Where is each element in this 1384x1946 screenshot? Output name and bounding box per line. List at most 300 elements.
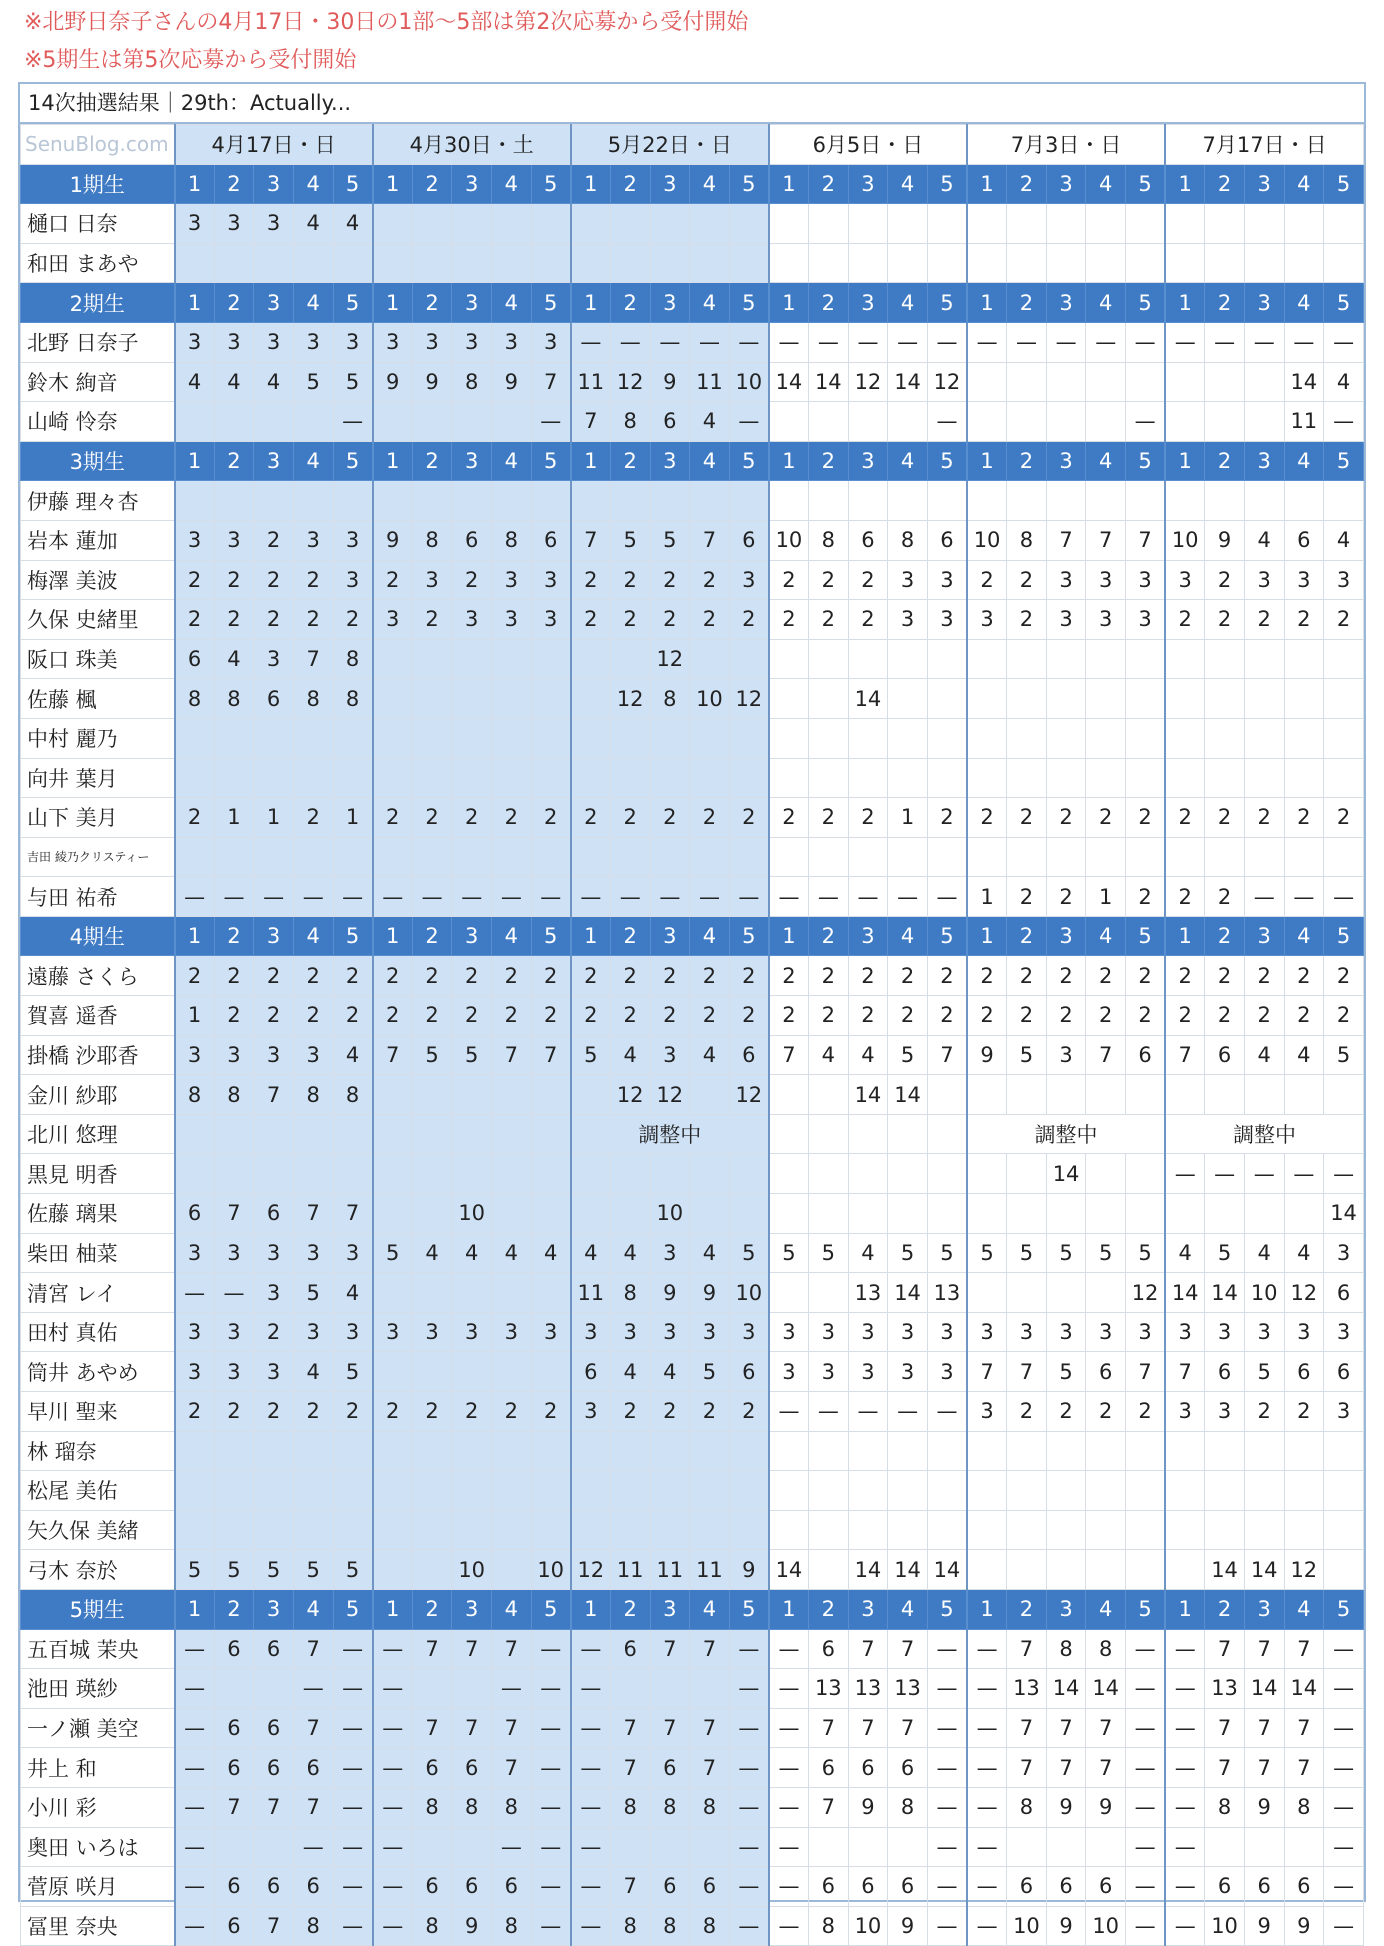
result-cell (769, 1431, 809, 1471)
result-cell (1086, 718, 1126, 758)
result-cell (214, 758, 254, 798)
result-cell: 3 (1324, 1233, 1364, 1273)
result-cell (1086, 639, 1126, 679)
result-cell (412, 402, 452, 442)
result-cell: 1 (967, 877, 1007, 917)
result-cell (412, 1154, 452, 1194)
result-cell (690, 1194, 730, 1234)
result-cell (412, 481, 452, 521)
result-cell (927, 758, 967, 798)
result-cell (809, 837, 849, 877)
result-cell: 2 (1324, 956, 1364, 996)
date-header: 7月3日・日 (967, 125, 1165, 165)
result-cell: 4 (690, 402, 730, 442)
result-cell (1165, 1550, 1205, 1590)
result-cell: 8 (1046, 1629, 1086, 1669)
member-name: 賀喜 遥香 (21, 996, 175, 1036)
result-cell: — (175, 1708, 215, 1748)
result-cell: 5 (888, 1035, 928, 1075)
result-cell (373, 481, 413, 521)
result-cell (729, 718, 769, 758)
part-number: 5 (531, 1589, 571, 1629)
result-cell (1165, 1510, 1205, 1550)
part-number: 2 (809, 283, 849, 323)
part-number: 4 (1086, 1589, 1126, 1629)
result-cell: 5 (610, 520, 650, 560)
result-cell: 8 (690, 1787, 730, 1827)
result-cell: 2 (690, 956, 730, 996)
result-cell: — (293, 1827, 333, 1867)
result-cell: 6 (848, 520, 888, 560)
result-cell (690, 1431, 730, 1471)
result-cell: — (769, 1787, 809, 1827)
result-cell: 5 (650, 520, 690, 560)
result-cell (809, 1471, 849, 1511)
result-cell: 2 (690, 798, 730, 838)
result-cell: 3 (1244, 1312, 1284, 1352)
result-cell: 2 (452, 798, 492, 838)
result-cell: — (1324, 1787, 1364, 1827)
result-cell (254, 758, 294, 798)
part-number: 3 (452, 441, 492, 481)
result-cell: 3 (1324, 1392, 1364, 1432)
result-cell: 14 (1086, 1669, 1126, 1709)
result-cell: 4 (293, 204, 333, 244)
result-cell (1284, 1431, 1324, 1471)
member-name: 清宮 レイ (21, 1273, 175, 1313)
result-cell (571, 718, 611, 758)
result-cell: 2 (729, 1392, 769, 1432)
result-cell: — (1284, 877, 1324, 917)
result-cell (492, 1114, 532, 1154)
result-cell: 7 (452, 1629, 492, 1669)
part-number: 1 (967, 916, 1007, 956)
part-number: 5 (1126, 283, 1166, 323)
result-cell: 9 (1046, 1787, 1086, 1827)
result-cell (412, 1510, 452, 1550)
part-number: 2 (214, 916, 254, 956)
result-cell (1205, 837, 1245, 877)
result-cell (888, 1154, 928, 1194)
result-cell: 2 (293, 560, 333, 600)
result-cell: 3 (650, 1035, 690, 1075)
result-cell: 2 (650, 560, 690, 600)
result-cell: 2 (1046, 956, 1086, 996)
part-number: 5 (927, 441, 967, 481)
result-cell (650, 758, 690, 798)
part-number: 3 (1244, 916, 1284, 956)
result-cell: 3 (333, 322, 373, 362)
member-row (21, 1154, 1364, 1194)
part-number: 4 (690, 164, 730, 204)
result-cell: 3 (1046, 1312, 1086, 1352)
result-cell (610, 837, 650, 877)
result-cell: — (1126, 1629, 1166, 1669)
result-cell: 7 (610, 1867, 650, 1907)
result-cell: — (729, 1708, 769, 1748)
result-cell: — (333, 1669, 373, 1709)
result-cell: — (848, 877, 888, 917)
results-grid (20, 124, 1364, 1946)
part-number: 2 (412, 1589, 452, 1629)
member-name: 金川 紗耶 (21, 1075, 175, 1115)
result-cell (1284, 1510, 1324, 1550)
result-cell: 3 (373, 1312, 413, 1352)
part-number: 1 (175, 916, 215, 956)
part-number: 4 (1086, 441, 1126, 481)
result-cell (1205, 204, 1245, 244)
result-cell: 7 (610, 1708, 650, 1748)
result-cell (1244, 402, 1284, 442)
result-cell (531, 1352, 571, 1392)
result-cell: 3 (254, 204, 294, 244)
result-cell: — (729, 322, 769, 362)
result-cell: 5 (1126, 1233, 1166, 1273)
result-cell: 3 (293, 1312, 333, 1352)
result-cell: 9 (650, 1273, 690, 1313)
result-cell: 3 (373, 600, 413, 640)
result-cell (1205, 1194, 1245, 1234)
result-cell: 14 (848, 679, 888, 719)
result-cell: 7 (769, 1035, 809, 1075)
result-cell: 12 (650, 639, 690, 679)
result-cell (452, 1431, 492, 1471)
result-cell: 7 (1284, 1629, 1324, 1669)
result-cell: 9 (848, 1787, 888, 1827)
result-cell (1165, 481, 1205, 521)
result-cell: 14 (1244, 1550, 1284, 1590)
part-number: 4 (690, 283, 730, 323)
result-cell: 2 (214, 956, 254, 996)
result-cell (888, 402, 928, 442)
result-cell: 4 (848, 1233, 888, 1273)
result-cell (769, 204, 809, 244)
result-cell (571, 1194, 611, 1234)
result-cell (571, 1075, 611, 1115)
result-cell (848, 481, 888, 521)
result-cell: 7 (1046, 1708, 1086, 1748)
result-cell (373, 1114, 413, 1154)
result-cell: 6 (254, 1748, 294, 1788)
result-cell (492, 1431, 532, 1471)
adjusting-cell: 調整中 (967, 1114, 1165, 1154)
result-cell: 2 (1126, 996, 1166, 1036)
result-cell: — (690, 877, 730, 917)
result-cell (1046, 1471, 1086, 1511)
result-cell: 2 (1165, 798, 1205, 838)
result-cell (1284, 1194, 1324, 1234)
result-cell: 2 (848, 560, 888, 600)
result-cell: 2 (1165, 877, 1205, 917)
result-cell: 7 (1284, 1708, 1324, 1748)
result-cell (412, 758, 452, 798)
result-cell: 3 (175, 1352, 215, 1392)
result-cell (571, 1154, 611, 1194)
result-cell: 7 (571, 402, 611, 442)
result-cell: 3 (492, 322, 532, 362)
result-cell (214, 402, 254, 442)
result-cell (1086, 1273, 1126, 1313)
part-number: 1 (571, 283, 611, 323)
result-cell (769, 1075, 809, 1115)
result-cell: — (373, 1787, 413, 1827)
part-number: 3 (650, 441, 690, 481)
result-cell: 7 (809, 1708, 849, 1748)
result-cell (927, 718, 967, 758)
result-cell: 2 (650, 600, 690, 640)
part-number: 4 (888, 283, 928, 323)
result-cell (1007, 718, 1047, 758)
member-name: 向井 葉月 (21, 758, 175, 798)
result-cell: 10 (1007, 1906, 1047, 1946)
result-cell: 3 (214, 204, 254, 244)
result-cell (967, 679, 1007, 719)
result-cell: 2 (927, 956, 967, 996)
result-cell: 5 (254, 1550, 294, 1590)
part-number: 5 (1126, 164, 1166, 204)
result-cell (452, 837, 492, 877)
result-cell (333, 837, 373, 877)
result-cell (254, 1154, 294, 1194)
result-cell: 2 (571, 996, 611, 1036)
result-cell: — (1324, 1867, 1364, 1907)
result-cell: 9 (888, 1906, 928, 1946)
result-cell: — (175, 1669, 215, 1709)
result-cell (888, 481, 928, 521)
result-cell (531, 718, 571, 758)
result-cell: 4 (809, 1035, 849, 1075)
result-cell: — (809, 877, 849, 917)
part-number: 2 (412, 164, 452, 204)
lottery-results-table (18, 82, 1366, 1940)
result-cell: — (175, 1273, 215, 1313)
result-cell: 2 (610, 798, 650, 838)
result-cell: 8 (333, 1075, 373, 1115)
result-cell: 4 (1284, 1233, 1324, 1273)
result-cell: 2 (1244, 600, 1284, 640)
result-cell: 12 (927, 362, 967, 402)
result-cell (1046, 243, 1086, 283)
result-cell: 14 (1205, 1550, 1245, 1590)
result-cell: 2 (1244, 956, 1284, 996)
result-cell (1007, 243, 1047, 283)
generation-header-row (21, 916, 1364, 956)
result-cell: 2 (293, 956, 333, 996)
part-number: 5 (333, 283, 373, 323)
result-cell: 6 (1324, 1352, 1364, 1392)
result-cell (610, 481, 650, 521)
part-number: 4 (888, 164, 928, 204)
result-cell (293, 481, 333, 521)
result-cell: 13 (809, 1669, 849, 1709)
part-number: 5 (1324, 441, 1364, 481)
result-cell (610, 204, 650, 244)
result-cell: 10 (1086, 1906, 1126, 1946)
part-number: 3 (650, 164, 690, 204)
member-name: 佐藤 楓 (21, 679, 175, 719)
result-cell (1244, 718, 1284, 758)
result-cell: 3 (492, 560, 532, 600)
result-cell: 6 (492, 1867, 532, 1907)
result-cell: 3 (967, 600, 1007, 640)
result-cell (809, 1154, 849, 1194)
result-cell: 8 (412, 1906, 452, 1946)
result-cell: 10 (729, 362, 769, 402)
result-cell: 3 (809, 1352, 849, 1392)
result-cell: 2 (333, 956, 373, 996)
result-cell: — (1165, 1827, 1205, 1867)
result-cell (1086, 1431, 1126, 1471)
result-cell (690, 718, 730, 758)
part-number: 2 (610, 441, 650, 481)
result-cell: 3 (888, 560, 928, 600)
result-cell: 2 (333, 1392, 373, 1432)
result-cell: 2 (769, 996, 809, 1036)
result-cell (452, 204, 492, 244)
result-cell: 6 (729, 1352, 769, 1392)
result-cell: 10 (769, 520, 809, 560)
result-cell: — (1046, 322, 1086, 362)
result-cell: 2 (531, 1392, 571, 1432)
result-cell: 3 (333, 560, 373, 600)
result-cell: 2 (927, 996, 967, 1036)
result-cell: 6 (1007, 1867, 1047, 1907)
result-cell: 2 (610, 560, 650, 600)
result-cell: — (1007, 322, 1047, 362)
result-cell: 3 (452, 322, 492, 362)
result-cell: 7 (967, 1352, 1007, 1392)
result-cell: 4 (610, 1233, 650, 1273)
result-cell (571, 204, 611, 244)
result-cell (1244, 481, 1284, 521)
result-cell: 7 (690, 1748, 730, 1788)
result-cell: — (571, 1867, 611, 1907)
result-cell (1007, 758, 1047, 798)
result-cell: 14 (809, 362, 849, 402)
member-name: 鈴木 絢音 (21, 362, 175, 402)
result-cell: 7 (452, 1708, 492, 1748)
result-cell: 6 (809, 1867, 849, 1907)
result-cell: — (531, 1748, 571, 1788)
result-cell (1205, 402, 1245, 442)
result-cell (1086, 481, 1126, 521)
result-cell (809, 718, 849, 758)
result-cell: 7 (254, 1075, 294, 1115)
result-cell: 7 (214, 1787, 254, 1827)
result-cell: — (1165, 1787, 1205, 1827)
result-cell (412, 1352, 452, 1392)
result-cell (492, 402, 532, 442)
date-header: 4月30日・土 (373, 125, 571, 165)
result-cell: — (1324, 1748, 1364, 1788)
result-cell: — (927, 1906, 967, 1946)
part-number: 3 (848, 916, 888, 956)
result-cell: — (214, 877, 254, 917)
result-cell (769, 402, 809, 442)
date-header: 4月17日・日 (175, 125, 373, 165)
result-cell: 2 (254, 560, 294, 600)
result-cell: — (769, 322, 809, 362)
result-cell: 2 (1205, 956, 1245, 996)
result-cell (1126, 1550, 1166, 1590)
result-cell (927, 481, 967, 521)
result-cell (492, 1273, 532, 1313)
result-cell (492, 243, 532, 283)
result-cell: 4 (175, 362, 215, 402)
part-number: 5 (531, 916, 571, 956)
member-row (21, 1035, 1364, 1075)
result-cell: 6 (254, 1629, 294, 1669)
result-cell: 2 (1205, 600, 1245, 640)
result-cell (1007, 1471, 1047, 1511)
result-cell: 13 (848, 1273, 888, 1313)
result-cell: 4 (1244, 520, 1284, 560)
member-row (21, 362, 1364, 402)
result-cell: 10 (848, 1906, 888, 1946)
result-cell: 2 (729, 600, 769, 640)
result-cell: 2 (254, 956, 294, 996)
result-cell: 3 (412, 560, 452, 600)
result-cell (1324, 481, 1364, 521)
result-cell (610, 1194, 650, 1234)
result-cell (927, 1154, 967, 1194)
result-cell: 2 (373, 996, 413, 1036)
result-cell (531, 204, 571, 244)
result-cell (1324, 1550, 1364, 1590)
result-cell: 6 (254, 1867, 294, 1907)
part-number: 4 (293, 283, 333, 323)
result-cell (412, 1471, 452, 1511)
result-cell: 10 (1244, 1273, 1284, 1313)
result-cell: — (729, 1669, 769, 1709)
result-cell: 6 (452, 1748, 492, 1788)
part-number: 1 (967, 164, 1007, 204)
result-cell: 8 (214, 679, 254, 719)
result-cell: 5 (809, 1233, 849, 1273)
result-cell: 14 (888, 1075, 928, 1115)
result-cell (690, 1827, 730, 1867)
result-cell (531, 1471, 571, 1511)
result-cell (610, 243, 650, 283)
result-cell (1046, 639, 1086, 679)
result-cell: — (293, 877, 333, 917)
result-cell: 7 (690, 1708, 730, 1748)
result-cell (1126, 679, 1166, 719)
result-cell: 7 (333, 1194, 373, 1234)
result-cell: 14 (1284, 1669, 1324, 1709)
result-cell: — (1324, 1669, 1364, 1709)
part-number: 4 (492, 441, 532, 481)
result-cell: 3 (848, 1312, 888, 1352)
result-cell: 2 (175, 600, 215, 640)
result-cell: 5 (729, 1233, 769, 1273)
result-cell (690, 639, 730, 679)
result-cell: — (1086, 322, 1126, 362)
result-cell: — (729, 1629, 769, 1669)
result-cell: 3 (254, 1035, 294, 1075)
result-cell (1205, 1431, 1245, 1471)
watermark: SenuBlog.com (21, 125, 175, 165)
result-cell (1086, 758, 1126, 798)
result-cell: 9 (1046, 1906, 1086, 1946)
result-cell (729, 1154, 769, 1194)
result-cell: 8 (610, 1273, 650, 1313)
result-cell: 3 (214, 1233, 254, 1273)
result-cell (452, 1114, 492, 1154)
result-cell: — (1165, 1629, 1205, 1669)
member-row (21, 204, 1364, 244)
result-cell (650, 718, 690, 758)
